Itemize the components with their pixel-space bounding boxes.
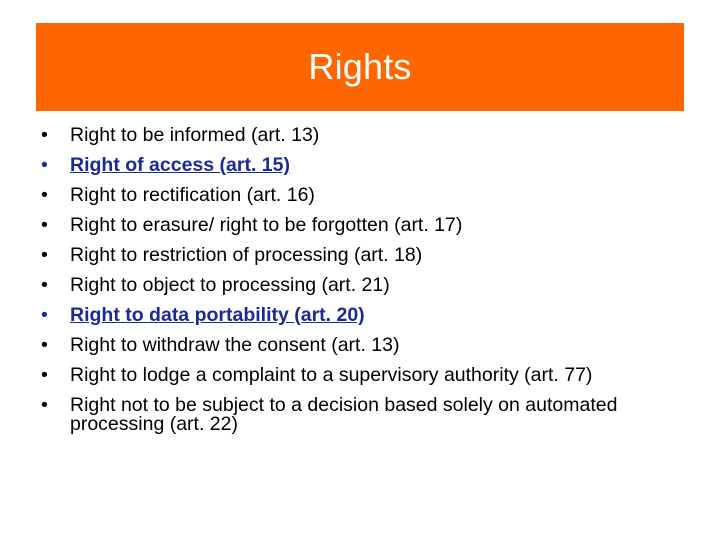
bullet-icon: • bbox=[41, 364, 48, 386]
list-item-right-to-data-portability[interactable] bbox=[36, 306, 676, 325]
right-of-access-link[interactable]: Right of access (art. 15) bbox=[70, 154, 290, 176]
list-item-label: Right to be informed (art. 13) bbox=[70, 124, 320, 146]
bullet-icon: • bbox=[41, 394, 48, 416]
bullet-icon: • bbox=[41, 184, 48, 206]
list-item-right-to-object bbox=[36, 276, 676, 295]
list-item-label: Right to withdraw the consent (art. 13) bbox=[70, 334, 400, 356]
list-item-right-to-be-informed bbox=[36, 126, 676, 145]
list-item-right-to-erasure bbox=[36, 216, 676, 235]
slide-title: Rights bbox=[308, 46, 412, 87]
list-item-right-to-lodge-complaint bbox=[36, 366, 676, 385]
bullet-icon: • bbox=[41, 334, 48, 356]
list-item-right-not-subject-to-automated-decision bbox=[36, 396, 676, 434]
bullet-icon: • bbox=[41, 124, 48, 146]
list-item-label: Right to erasure/ right to be forgotten (art. 17) bbox=[70, 214, 463, 236]
bullet-icon: • bbox=[41, 304, 48, 326]
list-item-label: Right to rectification (art. 16) bbox=[70, 184, 315, 206]
title-bar bbox=[36, 23, 684, 111]
list-item-label: Right not to be subject to a decision based solely on automated processing (art. 22) bbox=[70, 394, 618, 435]
list-item-label: Right to restriction of processing (art. 18) bbox=[70, 244, 423, 266]
list-item-right-to-rectification bbox=[36, 186, 676, 205]
list-item-right-of-access[interactable] bbox=[36, 156, 676, 175]
rights-list bbox=[36, 126, 676, 445]
list-item-label: Right to object to processing (art. 21) bbox=[70, 274, 390, 296]
list-item-label: Right to lodge a complaint to a supervisory authority (art. 77) bbox=[70, 364, 593, 386]
bullet-icon: • bbox=[41, 154, 48, 176]
data-portability-link[interactable]: Right to data portability (art. 20) bbox=[70, 304, 365, 326]
list-item-right-to-restriction bbox=[36, 246, 676, 265]
bullet-icon: • bbox=[41, 244, 48, 266]
bullet-icon: • bbox=[41, 214, 48, 236]
list-item-right-to-withdraw-consent bbox=[36, 336, 676, 355]
bullet-icon: • bbox=[41, 274, 48, 296]
